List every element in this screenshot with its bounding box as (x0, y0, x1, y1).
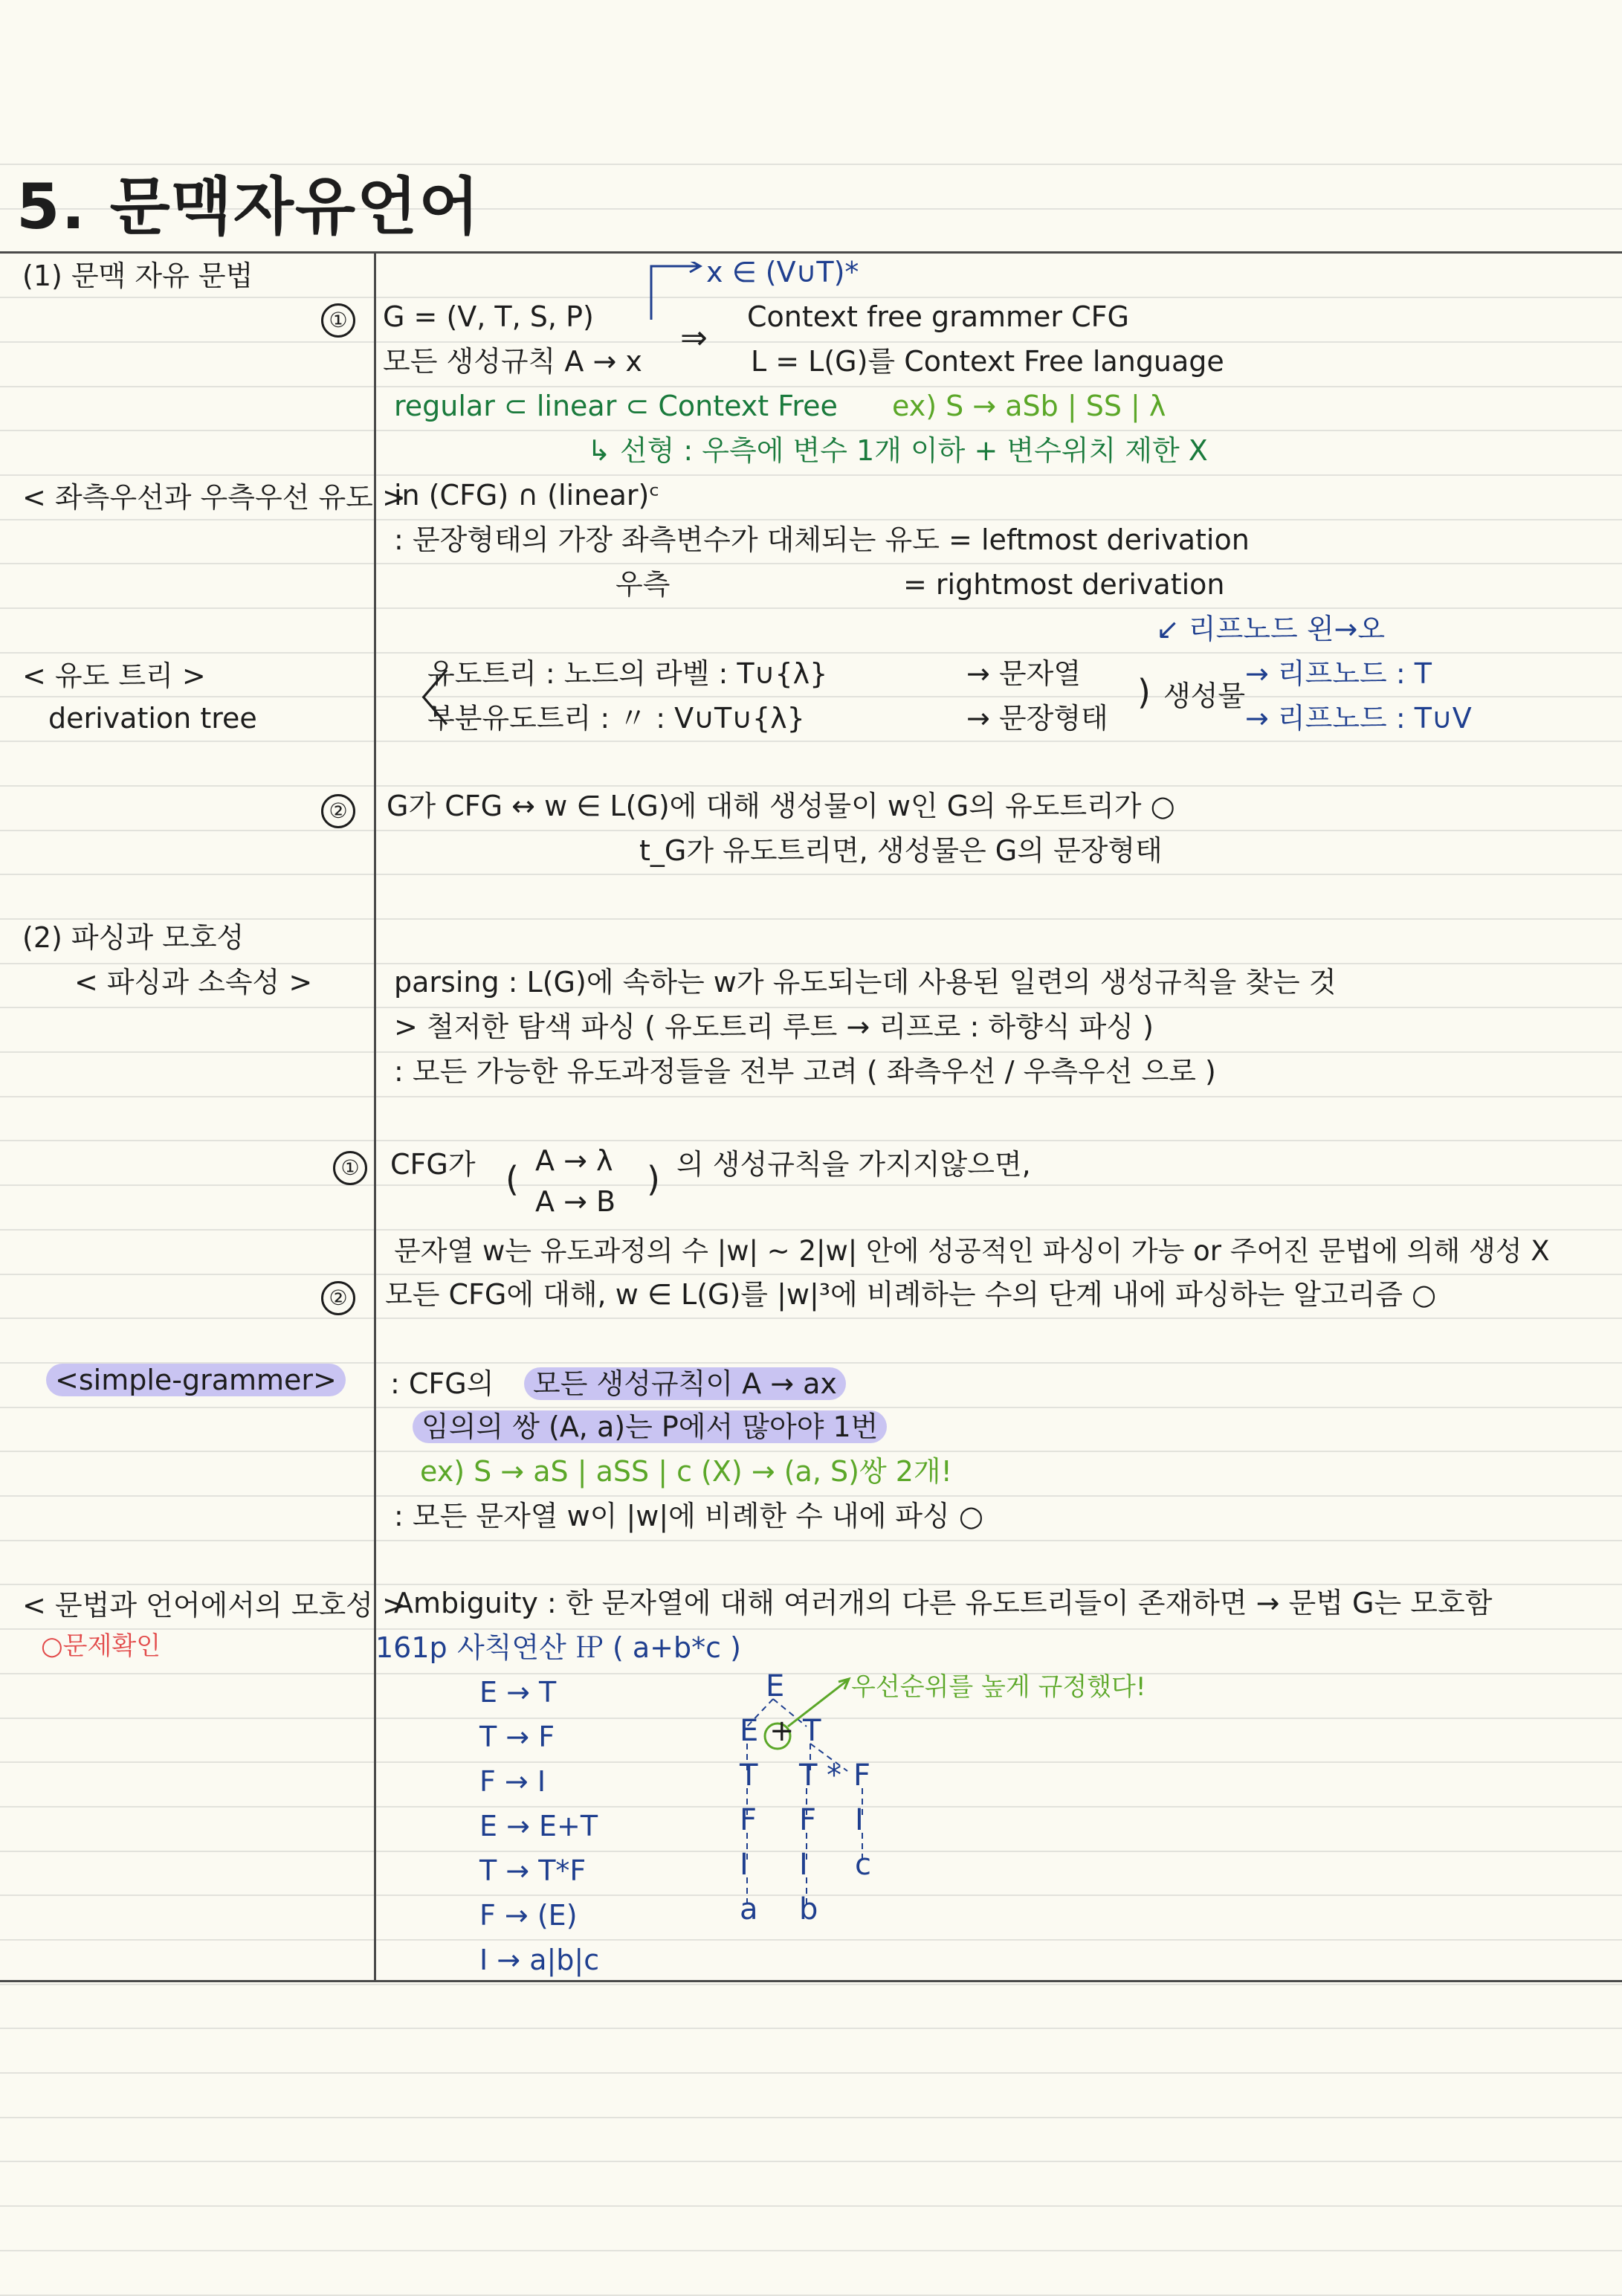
subtree-yield-form: → 문장형태 (966, 702, 1108, 735)
parsing-membership-heading: < 파싱과 소속성 > (74, 966, 313, 999)
ruled-line (0, 1495, 1622, 1497)
parsing-definition: parsing : L(G)에 속하는 w가 유도되는데 사용된 일련의 생성규칙을 찾는 것 (394, 966, 1337, 999)
ruled-line (0, 2205, 1622, 2207)
grammar-rule: F → I (479, 1765, 546, 1798)
tree-node: T (740, 1758, 758, 1793)
footer-divider (0, 1980, 1622, 1982)
ruled-line (0, 474, 1622, 476)
ruled-line (0, 1096, 1622, 1097)
item-number-2: ② (321, 794, 355, 828)
page-title: 5. 문맥자유언어 (16, 170, 481, 243)
string-parse-bound: 문자열 w는 유도과정의 수 |w| ~ 2|w| 안에 성공적인 파싱이 가능 or 주어진 문법에 의해 생성 X (394, 1235, 1550, 1267)
grammar-rule: E → T (479, 1676, 557, 1709)
simple-grammar-heading (46, 1364, 346, 1397)
ruled-line (0, 830, 1622, 831)
ruled-line (0, 1451, 1622, 1452)
item-number-1: ① (321, 303, 355, 338)
lr-derivation-heading: < 좌측우선과 우측우선 유도 > (22, 481, 406, 514)
ruled-line (0, 2117, 1622, 2118)
leftmost-derivation: : 문장형태의 가장 좌측변수가 대체되는 유도 = leftmost derivation (394, 523, 1250, 556)
priority-note: 우선순위를 높게 규정했다! (851, 1672, 1146, 1702)
tree-definition-row: 유도트리 : 노드의 라벨 : T∪{λ} (427, 657, 828, 690)
parsing-item-2: ② (321, 1281, 355, 1315)
ruled-line (0, 1184, 1622, 1186)
ruled-line (0, 652, 1622, 654)
brace-right: ) (1137, 672, 1151, 712)
ruled-line (0, 430, 1622, 431)
tree-node: I (799, 1848, 808, 1882)
simple-grammar-label: <simple-grammer> (46, 1364, 346, 1396)
ruled-line (0, 1140, 1622, 1141)
ruled-line (0, 741, 1622, 742)
simple-grammar-pair: 임의의 쌍 (A, a)는 P에서 많아야 1번 (413, 1410, 887, 1443)
production-rule-form: 모든 생성규칙 A → x (383, 345, 642, 378)
ruled-line (0, 1318, 1622, 1319)
ruled-line (0, 696, 1622, 697)
hierarchy-example: ex) S → aSb | SS | λ (892, 390, 1166, 422)
language-hierarchy: regular ⊂ linear ⊂ Context Free (394, 390, 838, 422)
tree-node: T (799, 1758, 818, 1793)
exhaustive-search-parsing: > 철저한 탐색 파싱 ( 유도트리 루트 → 리프로 : 하향식 파싱 ) (394, 1010, 1154, 1043)
page-reference: 161p (375, 1631, 447, 1664)
tree-node: I (855, 1803, 864, 1837)
theorem-cfg-tree: G가 CFG ↔ w ∈ L(G)에 대해 생성물이 w인 G의 유도트리가 ○ (387, 790, 1175, 822)
brace-left: 〈 (390, 665, 450, 734)
tree-yield-string: → 문자열 (966, 657, 1082, 690)
rightmost-derivation: = rightmost derivation (903, 568, 1225, 601)
simple-grammar-rule: 모든 생성규칙이 A → ax (524, 1367, 846, 1400)
tree-node: c (855, 1848, 871, 1882)
subtree-definition-row: 부분유도트리 : 〃 : V∪T∪{λ} (427, 702, 805, 735)
ruled-line (0, 1229, 1622, 1231)
ruled-line (0, 563, 1622, 564)
leaf-terminal-variable: → 리프노드 : T∪V (1245, 702, 1472, 735)
leaf-order-note: ↙ 리프노드 왼→오 (1156, 613, 1386, 645)
ruled-line (0, 519, 1622, 520)
ruled-line (0, 785, 1622, 787)
tree-node: E (766, 1669, 785, 1703)
cfg-definition: Context free grammer CFG (747, 300, 1129, 333)
check-problem-note: ○문제확인 (41, 1631, 161, 1661)
ambiguity-definition: Ambiguity : 한 문자열에 대해 여러개의 다른 유도트리들이 존재하면 → 문법 G는 모호함 (394, 1587, 1493, 1619)
leaf-terminal: → 리프노드 : T (1245, 657, 1432, 690)
grammar-definition: G = (V, T, S, P) (383, 300, 594, 333)
tree-node: F (853, 1758, 871, 1793)
paren-left: ( (505, 1159, 519, 1199)
grammar-rule: I → a|b|c (479, 1944, 600, 1976)
tree-subheading: derivation tree (48, 702, 257, 735)
tree-node: * (827, 1758, 841, 1793)
yield-label: 생성물 (1163, 680, 1246, 712)
ruled-line (0, 1007, 1622, 1008)
tree-node: I (740, 1848, 749, 1882)
linear-note: ↳ 선형 : 우측에 변수 1개 이하 + 변수위치 제한 X (587, 434, 1208, 467)
rightmost-label: 우측 (615, 568, 671, 601)
ruled-line (0, 1274, 1622, 1275)
consider-all-derivations: : 모든 가능한 유도과정들을 전부 고려 ( 좌측우선 / 우측우선 으로 ) (394, 1055, 1216, 1088)
simple-grammar-colon: : CFG의 (390, 1367, 494, 1400)
ruled-line (0, 607, 1622, 609)
simple-grammar-pair-wrap (413, 1411, 887, 1444)
tree-node: T (803, 1714, 821, 1748)
ruled-line (0, 341, 1622, 343)
grammar-rule: E → E+T (479, 1810, 598, 1842)
implies-arrow: ⇒ (680, 319, 708, 357)
theorem-sentential-form: t_G가 유도트리면, 생성물은 G의 문장형태 (639, 834, 1163, 867)
simple-grammar-rule-wrap (524, 1368, 846, 1401)
ruled-line (0, 1984, 1622, 1985)
tree-leaf: a (740, 1892, 758, 1926)
bracket-arrow-icon (647, 262, 706, 321)
header-divider (0, 251, 1622, 254)
grammar-rule: T → T*F (479, 1854, 587, 1887)
section2-heading: (2) 파싱과 모호성 (22, 921, 245, 954)
ruled-line (0, 2250, 1622, 2251)
arithmetic-expression-title: 사칙연산 ㏋ ( a+b*c ) (457, 1631, 741, 1664)
ruled-line (0, 2161, 1622, 2162)
ruled-line (0, 1051, 1622, 1053)
ruled-line (0, 918, 1622, 920)
tree-node: F (740, 1803, 757, 1837)
cfl-definition: L = L(G)를 Context Free language (751, 345, 1224, 378)
tree-heading: < 유도 트리 > (22, 660, 206, 692)
ruled-line (0, 1540, 1622, 1541)
tree-node-plus: + (769, 1714, 795, 1748)
grammar-rule: T → F (479, 1721, 555, 1753)
simple-grammar-linear-parse: : 모든 문자열 w이 |w|에 비례한 수 내에 파싱 ○ (394, 1500, 984, 1532)
ruled-line (0, 164, 1622, 165)
ruled-line (0, 297, 1622, 298)
ruled-line (0, 1584, 1622, 1585)
ruled-line (0, 874, 1622, 875)
simple-grammar-example: ex) S → aS | aSS | c (X) → (a, S)쌍 2개! (420, 1455, 952, 1488)
ambiguity-heading: < 문법과 언어에서의 모호성 > (22, 1589, 406, 1622)
grammar-rule: F → (E) (479, 1899, 578, 1932)
ruled-line (0, 386, 1622, 387)
ruled-line (0, 1628, 1622, 1630)
rule-lambda: A → λ (535, 1144, 613, 1177)
tree-node: E (740, 1714, 759, 1748)
set-definition: x ∈ (V∪T)* (706, 256, 859, 288)
cubic-parsing-algorithm: 모든 CFG에 대해, w ∈ L(G)를 |w|³에 비례하는 수의 단계 내에 파싱하는 알고리즘 ○ (385, 1278, 1437, 1311)
paren-right: ) (647, 1159, 660, 1199)
ruled-line (0, 2028, 1622, 2029)
cfg-condition-tail: 의 생성규칙을 가지지않으면, (676, 1148, 1031, 1181)
in-cfg-linear: in (CFG) ∩ (linear)ᶜ (394, 479, 660, 512)
rule-unit: A → B (535, 1185, 616, 1218)
tree-node: F (799, 1803, 817, 1837)
section1-heading: (1) 문맥 자유 문법 (22, 259, 253, 292)
cfg-condition: CFG가 (390, 1148, 476, 1181)
ruled-line (0, 1407, 1622, 1408)
tree-leaf: b (799, 1892, 818, 1926)
parsing-item-1: ① (333, 1151, 367, 1185)
ruled-line (0, 2072, 1622, 2074)
ruled-line (0, 963, 1622, 964)
